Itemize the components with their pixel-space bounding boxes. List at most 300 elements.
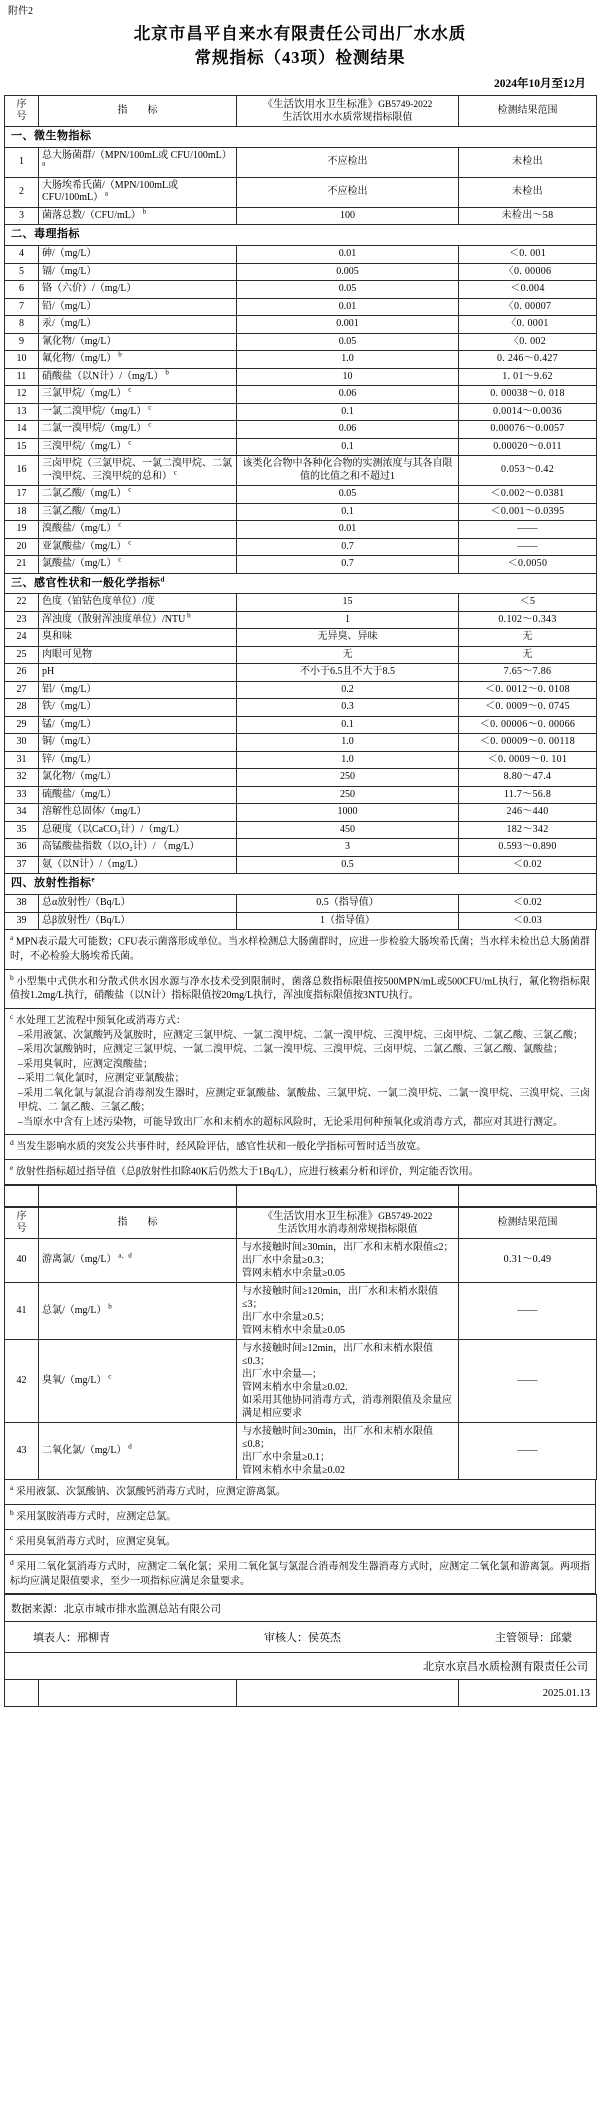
row-indicator-sup: d xyxy=(126,1442,132,1451)
row-indicator: 溴酸盐/（mg/L） $^c$ xyxy=(39,521,237,539)
row-limit: 0.1 xyxy=(237,716,459,734)
section-radiological xyxy=(5,874,597,895)
row-limit: 0.05 xyxy=(237,281,459,299)
row-indicator-sup: c xyxy=(126,485,132,494)
row-number: 23 xyxy=(5,611,39,629)
supervisor: 主管领导：邱蒙 xyxy=(495,1632,572,1645)
row-indicator: 二氯乙酸/（mg/L） $^c$ xyxy=(39,486,237,504)
row-indicator-sup: c xyxy=(116,555,122,564)
table2-header-row xyxy=(5,1207,597,1238)
row-number: 8 xyxy=(5,316,39,334)
row-limit xyxy=(237,1423,459,1480)
row-limit: 0.1 xyxy=(237,438,459,456)
row-indicator: 铅/（mg/L） xyxy=(39,298,237,316)
row-indicator: 总大肠菌群/（MPN/100mL或 CFU/100mL） $^a$ xyxy=(39,147,237,177)
footnote-marker: d xyxy=(10,1557,14,1567)
row-indicator: 浑浊度（散射浑浊度单位）/NTU $^b$ xyxy=(39,611,237,629)
row-number: 42 xyxy=(5,1340,39,1423)
row-result: —— xyxy=(459,1283,597,1340)
section-microbiological-label: 一、微生物指标 xyxy=(5,127,597,148)
row-result: ＜0.002～0.0381 xyxy=(459,486,597,504)
row-result: ＜0.001～0.0395 xyxy=(459,503,597,521)
row-limit-line: 与水接触时间≥30min，出厂水和末梢水限值≤2； xyxy=(242,1242,454,1254)
footnote-subline: –采用臭氧时，应测定溴酸盐； xyxy=(18,1058,153,1070)
row-indicator: 氯化物/（mg/L） xyxy=(39,769,237,787)
table-row xyxy=(5,333,597,351)
row-indicator: 臭和味 xyxy=(39,629,237,647)
row-limit-line: 管网末梢水中余量≥0.02 xyxy=(242,1465,345,1477)
row-indicator-sup: c xyxy=(126,385,132,394)
final-blank-3 xyxy=(237,1680,459,1707)
section-radiological-sup: e xyxy=(91,875,96,884)
row-indicator: 锰/（mg/L） xyxy=(39,716,237,734)
row-number: 12 xyxy=(5,386,39,404)
row-limit: 无 xyxy=(237,646,459,664)
row-limit-line: 与水接触时间≥120min，出厂水和末梢水限值≤3； xyxy=(242,1286,439,1311)
table-row xyxy=(5,699,597,717)
row-limit: 1000 xyxy=(237,804,459,822)
spacer-table xyxy=(4,1185,597,1207)
table-row xyxy=(5,421,597,439)
table-row xyxy=(5,263,597,281)
table-row xyxy=(5,147,597,177)
row-indicator: 三氯乙酸/（mg/L） xyxy=(39,503,237,521)
row-result: ＜0. 0009～0. 0745 xyxy=(459,699,597,717)
row-indicator-sup: c xyxy=(126,438,132,447)
row-indicator: 三氯甲烷/（mg/L） $^c$ xyxy=(39,386,237,404)
row-limit: 250 xyxy=(237,769,459,787)
row-result: ＜0. 00009～0. 00118 xyxy=(459,734,597,752)
row-indicator: 镉/（mg/L） xyxy=(39,263,237,281)
row-indicator-sup: b xyxy=(106,1302,112,1311)
table-row xyxy=(5,716,597,734)
issuing-company: 北京水京昌水质检测有限责任公司 xyxy=(5,1653,597,1680)
header-standard-name: 《生活饮用水卫生标准》 xyxy=(262,98,379,110)
row-limit-line: 如采用其他协同消毒方式，消毒剂限值及余量应满足相应要求 xyxy=(242,1395,452,1420)
footnote-a: $^a$ MPN表示最大可能数；CFU表示菌落形成单位。当水样检测总大肠菌群时，应进一步检验大肠埃希氏菌；当水样未检出总大肠菌群时，不必检验大肠埃希氏菌。 xyxy=(10,933,590,963)
row-number: 37 xyxy=(5,856,39,874)
row-result: 0.31～0.49 xyxy=(459,1239,597,1283)
row-number: 22 xyxy=(5,594,39,612)
table-row xyxy=(5,281,597,299)
table-row xyxy=(5,786,597,804)
row-limit-line: 出厂水中余量≥0.5； xyxy=(242,1312,330,1324)
header2-result: 检测结果范围 xyxy=(459,1207,597,1238)
row-indicator: 总氯/（mg/L） $^b$ xyxy=(39,1283,237,1340)
row-limit-line: 与水接触时间≥12min，出厂水和末梢水限值≤0.3； xyxy=(242,1343,434,1368)
table-row xyxy=(5,403,597,421)
footnote-subline: –采用二氧化氯与氯混合消毒剂发生器时，应测定亚氯酸盐、氯酸盐、三氯甲烷、一氯二溴甲烷、二氯一溴甲烷、三溴甲烷、三卤甲烷、二 氯乙酸、三氯乙酸； xyxy=(18,1087,590,1114)
row-number: 25 xyxy=(5,646,39,664)
header2-item: 指 标 xyxy=(39,1207,237,1238)
row-limit: 0.3 xyxy=(237,699,459,717)
row-indicator-sup: c xyxy=(126,538,132,547)
main-results-table xyxy=(4,95,597,930)
row-limit: 不小于6.5且不大于8.5 xyxy=(237,664,459,682)
row-result: ＜0. 00006～0. 00066 xyxy=(459,716,597,734)
row-indicator: 大肠埃希氏菌/（MPN/100mL或 CFU/100mL） $^a$ xyxy=(39,177,237,207)
row-result: 无 xyxy=(459,629,597,647)
row-number: 5 xyxy=(5,263,39,281)
row-result: ＜0. 0012～0. 0108 xyxy=(459,681,597,699)
row-limit xyxy=(237,1340,459,1423)
data-source-row xyxy=(5,1595,597,1622)
attachment-label: 附件2 xyxy=(8,5,33,17)
row-limit: 该类化合物中各种化合物的实测浓度与其各自限值的比值之和不超过1 xyxy=(237,456,459,486)
row-number: 4 xyxy=(5,246,39,264)
row-number: 14 xyxy=(5,421,39,439)
row-result: 0.0014～0.0036 xyxy=(459,403,597,421)
row-limit-line: 管网末梢水中余量≥0.05 xyxy=(242,1325,345,1337)
row-indicator: 总β放射性/（Bq/L） xyxy=(39,912,237,930)
header-no: 序 号 xyxy=(5,95,39,126)
row-number: 7 xyxy=(5,298,39,316)
row-indicator: 二氧化氯/（mg/L） $^d$ xyxy=(39,1423,237,1480)
row-indicator-sup: c xyxy=(116,520,122,529)
row-result: ＜0.03 xyxy=(459,912,597,930)
row-result: 182～342 xyxy=(459,821,597,839)
row-limit: 不应检出 xyxy=(237,177,459,207)
issue-date: 2025.01.13 xyxy=(459,1680,597,1707)
row-number: 43 xyxy=(5,1423,39,1480)
row-limit: 0.1 xyxy=(237,503,459,521)
row-indicator: 总硬度（以CaCO₃计）/（mg/L） xyxy=(39,821,237,839)
table-row xyxy=(5,681,597,699)
row-indicator: 硫酸盐/（mg/L） xyxy=(39,786,237,804)
row-number: 3 xyxy=(5,207,39,225)
row-number: 17 xyxy=(5,486,39,504)
footnote-subline: –采用次氯酸钠时，应测定三氯甲烷、一氯二溴甲烷、二氯一溴甲烷、三溴甲烷、三卤甲烷、二氯乙酸、三氯乙酸、氯酸盐； xyxy=(18,1044,563,1056)
spacer-cell-2 xyxy=(39,1185,237,1206)
footnote-marker: b xyxy=(10,972,14,982)
company-row xyxy=(5,1653,597,1680)
row-result: 0. 00038～0. 018 xyxy=(459,386,597,404)
row-number: 31 xyxy=(5,751,39,769)
table-row xyxy=(5,368,597,386)
row-number: 30 xyxy=(5,734,39,752)
row-number: 11 xyxy=(5,368,39,386)
row-result: ＜0.02 xyxy=(459,856,597,874)
row-limit-line: 管网末梢水中余量≥0.05 xyxy=(242,1268,345,1280)
row-indicator: 锌/（mg/L） xyxy=(39,751,237,769)
row-result: 〈0. 002 xyxy=(459,333,597,351)
table-row xyxy=(5,895,597,913)
reviewer: 审核人：侯英杰 xyxy=(264,1632,341,1645)
row-number: 20 xyxy=(5,538,39,556)
row-indicator: 铝/（mg/L） xyxy=(39,681,237,699)
row-result: 0.00020～0.011 xyxy=(459,438,597,456)
table-row xyxy=(5,177,597,207)
row-number: 32 xyxy=(5,769,39,787)
row-number: 28 xyxy=(5,699,39,717)
footnote-d: $^d$ 当发生影响水质的突发公共事件时，经风险评估，感官性状和一般化学指标可暂时适当放宽。 xyxy=(5,1134,595,1159)
header-limit xyxy=(237,95,459,126)
row-result: 未检出～58 xyxy=(459,207,597,225)
header2-limit-sub: 生活饮用水消毒剂常规指标限值 xyxy=(277,1223,418,1235)
row-indicator: 总α放射性/（Bq/L） xyxy=(39,895,237,913)
final-blank-2 xyxy=(39,1680,237,1707)
table-row xyxy=(5,538,597,556)
footnote-subline: –采用液氯、次氯酸钙及氯胺时，应测定三氯甲烷、一氯二溴甲烷、二氯一溴甲烷、三溴甲烷、三卤甲烷、二氯乙酸、三氯乙酸； xyxy=(18,1029,583,1041)
row-indicator: 臭氧/（mg/L） $^c$ xyxy=(39,1340,237,1423)
footnote-b: $^b$ 小型集中式供水和分散式供水因水源与净水技术受到限制时，菌落总数指标限值按500MPN/mL或500CFU/mL执行，氟化物指标限值按1.2mg/L执行，硝酸盐（以N计）指标限值按20mg/L执行，浑浊度指标限值按3NTU执行。 xyxy=(5,969,595,1008)
footnote-subline: --采用二氧化氯时，应测定亚氯酸盐； xyxy=(18,1073,185,1085)
row-number: 19 xyxy=(5,521,39,539)
row-indicator: 氰化物/（mg/L） xyxy=(39,333,237,351)
table-header-row xyxy=(5,95,597,126)
footnote-marker: c xyxy=(10,1532,14,1542)
row-limit: 1（指导值） xyxy=(237,912,459,930)
row-number: 36 xyxy=(5,839,39,857)
row-indicator: 色度（铂钴色度单位）/度 xyxy=(39,594,237,612)
table-row xyxy=(5,351,597,369)
table-row xyxy=(5,912,597,930)
row-number: 1 xyxy=(5,147,39,177)
row-indicator: 游离氯/（mg/L） $^{a、d}$ xyxy=(39,1239,237,1283)
row-limit: 1.0 xyxy=(237,734,459,752)
row-indicator-sup: a xyxy=(103,190,108,199)
row-result: ＜0.02 xyxy=(459,895,597,913)
row-indicator-sup: b xyxy=(140,207,147,216)
footnote2-b: $^b$ 采用氯胺消毒方式时，应测定总氯。 xyxy=(5,1504,595,1529)
section-sensory-chemical-label: 三、感官性状和一般化学指标$^d$ xyxy=(5,573,597,594)
row-number: 26 xyxy=(5,664,39,682)
signatories-cell xyxy=(5,1622,597,1653)
row-number: 21 xyxy=(5,556,39,574)
section-microbiological xyxy=(5,127,597,148)
row-limit xyxy=(237,1283,459,1340)
footnote-marker: b xyxy=(10,1508,14,1518)
row-indicator: 菌落总数/（CFU/mL） $^b$ xyxy=(39,207,237,225)
header-item: 指 标 xyxy=(39,95,237,126)
attachment-row xyxy=(4,0,596,18)
row-limit-line: 与水接触时间≥30min，出厂水和末梢水限值≤0.8； xyxy=(242,1426,434,1451)
row-indicator: 铜/（mg/L） xyxy=(39,734,237,752)
table-row xyxy=(5,521,597,539)
footnote-c: $^c$ 水处理工艺流程中预氧化或消毒方式： –采用液氯、次氯酸钙及氯胺时，应测定三氯甲烷、一氯二溴甲烷、二氯一溴甲烷、三溴甲烷、三卤甲烷、二氯乙酸、三氯乙酸； –采用次氯酸钠时，应测定三氯甲烷、一氯二溴甲烷、二氯一溴甲烷、三溴甲烷、三卤甲烷、二氯乙酸、三氯乙酸、氯酸盐； –采用臭氧时，应测定溴酸盐； --采用二氧化氯时，应测定亚氯酸盐； –采用二氧化氯与氯混合消毒剂发生器时，应测定亚氯酸盐、氯酸盐、三氯甲烷、一氯二溴甲烷、二氯一溴甲烷、三溴甲烷、三卤甲烷、二 氯乙酸、三氯乙酸； –当原水中含有上述污染物，可能导致出厂水和末梢水的超标风险时，无论采用何种预氧化或消毒方式，都应对其进行测定。 xyxy=(5,1008,595,1134)
row-result: —— xyxy=(459,1423,597,1480)
row-limit-line: 管网末梢水中余量≥0.02. xyxy=(242,1382,348,1394)
footnote-e: $^e$ 放射性指标超过指导值（总β放射性扣除40K后仍然大于1Bq/L），应进行核素分析和评价，判定能否饮用。 xyxy=(5,1159,595,1184)
row-indicator: 铬（六价）/（mg/L） xyxy=(39,281,237,299)
table-row xyxy=(5,386,597,404)
footnotes-block-2 xyxy=(4,1480,596,1594)
row-limit: 0.7 xyxy=(237,538,459,556)
row-indicator: 三卤甲烷（三氯甲烷、一氯二溴甲烷、二氯一溴甲烷、三溴甲烷的总和） $^c$ xyxy=(39,456,237,486)
row-limit: 100 xyxy=(237,207,459,225)
signatories-row xyxy=(5,1622,597,1653)
footnote-marker: a xyxy=(10,933,14,943)
table-row xyxy=(5,664,597,682)
header-result: 检测结果范围 xyxy=(459,95,597,126)
row-limit: 10 xyxy=(237,368,459,386)
table-row xyxy=(5,556,597,574)
row-indicator-sup: c xyxy=(106,1372,112,1381)
header2-no: 序 号 xyxy=(5,1207,39,1238)
row-result: 1. 01～9.62 xyxy=(459,368,597,386)
section-sensory-chemical xyxy=(5,573,597,594)
row-limit: 0.01 xyxy=(237,521,459,539)
section-toxicological-label: 二、毒理指标 xyxy=(5,225,597,246)
row-number: 41 xyxy=(5,1283,39,1340)
spacer-cell-4 xyxy=(459,1185,597,1206)
row-limit: 0.01 xyxy=(237,246,459,264)
row-indicator: 氯酸盐/（mg/L） $^c$ xyxy=(39,556,237,574)
disinfectant-results-table xyxy=(4,1207,597,1480)
spacer-cell-1 xyxy=(5,1185,39,1206)
row-indicator-sup: c xyxy=(172,468,177,477)
row-result: 未检出 xyxy=(459,147,597,177)
row-limit-line: 出厂水中余量≥0.1； xyxy=(242,1452,330,1464)
row-result: —— xyxy=(459,1340,597,1423)
row-limit: 0.001 xyxy=(237,316,459,334)
row-indicator: 硝酸盐（以N计）/（mg/L） $^b$ xyxy=(39,368,237,386)
final-blank-1 xyxy=(5,1680,39,1707)
row-limit: 3 xyxy=(237,839,459,857)
row-limit: 0.7 xyxy=(237,556,459,574)
final-date-row xyxy=(5,1680,597,1707)
spacer-cell-3 xyxy=(237,1185,459,1206)
row-indicator-sup: b xyxy=(116,350,122,359)
row-limit: 0.05 xyxy=(237,333,459,351)
row-result: ＜5 xyxy=(459,594,597,612)
row-result: 0.053～0.42 xyxy=(459,456,597,486)
row-indicator: 铁/（mg/L） xyxy=(39,699,237,717)
row-limit: 无异臭、异味 xyxy=(237,629,459,647)
table-row xyxy=(5,734,597,752)
spacer-row xyxy=(5,1185,597,1206)
report-title xyxy=(4,18,596,72)
row-limit xyxy=(237,1239,459,1283)
table-row xyxy=(5,316,597,334)
table-row xyxy=(5,207,597,225)
table-row xyxy=(5,804,597,822)
header-standard-code: GB5749-2022 xyxy=(378,99,433,110)
row-indicator-sup: a xyxy=(42,160,46,169)
table-row xyxy=(5,839,597,857)
table-row xyxy=(5,594,597,612)
row-result: 0.593～0.890 xyxy=(459,839,597,857)
row-number: 40 xyxy=(5,1239,39,1283)
data-source: 数据来源：北京市城市排水监测总站有限公司 xyxy=(5,1595,597,1622)
row-limit: 0.2 xyxy=(237,681,459,699)
row-result: 〈0. 00007 xyxy=(459,298,597,316)
row-number: 35 xyxy=(5,821,39,839)
row-number: 27 xyxy=(5,681,39,699)
row-indicator: pH xyxy=(39,664,237,682)
row-result: ＜0. 001 xyxy=(459,246,597,264)
signature-table xyxy=(4,1594,597,1707)
row-number: 39 xyxy=(5,912,39,930)
row-number: 24 xyxy=(5,629,39,647)
table-row xyxy=(5,298,597,316)
header2-limit xyxy=(237,1207,459,1238)
row-limit: 0.05 xyxy=(237,486,459,504)
footnote-marker: e xyxy=(10,1163,14,1173)
row-limit: 0.06 xyxy=(237,386,459,404)
section-toxicological xyxy=(5,225,597,246)
table-row xyxy=(5,246,597,264)
table-row xyxy=(5,456,597,486)
title-line-1: 北京市昌平自来水有限责任公司出厂水水质 xyxy=(133,24,467,43)
row-indicator: 肉眼可见物 xyxy=(39,646,237,664)
row-indicator-sup: b xyxy=(163,368,169,377)
header2-standard-name: 《生活饮用水卫生标准》 xyxy=(262,1210,379,1222)
row-number: 16 xyxy=(5,456,39,486)
row-number: 9 xyxy=(5,333,39,351)
header2-standard-code: GB5749-2022 xyxy=(378,1211,433,1222)
table-row xyxy=(5,1283,597,1340)
table-row xyxy=(5,769,597,787)
row-number: 13 xyxy=(5,403,39,421)
footnote2-d: $^d$ 采用二氧化氯消毒方式时，应测定二氧化氯；采用二氧化氯与氯混合消毒剂发生器消毒方式时，应测定二氧化氯和游离氯。两项指标均应满足限值要求，至少一项指标应满足余量要求。 xyxy=(5,1554,595,1593)
table-row xyxy=(5,646,597,664)
row-limit: 0.005 xyxy=(237,263,459,281)
row-result: ＜0.004 xyxy=(459,281,597,299)
row-result: 0.00076～0.0057 xyxy=(459,421,597,439)
row-limit: 450 xyxy=(237,821,459,839)
table-row xyxy=(5,1340,597,1423)
row-limit: 0.5 xyxy=(237,856,459,874)
row-result: 〈0. 0001 xyxy=(459,316,597,334)
row-number: 29 xyxy=(5,716,39,734)
table-row xyxy=(5,611,597,629)
row-limit: 1.0 xyxy=(237,351,459,369)
footnote-marker: c xyxy=(10,1011,14,1021)
row-number: 18 xyxy=(5,503,39,521)
row-limit: 1.0 xyxy=(237,751,459,769)
footnotes-block-1 xyxy=(4,930,596,1185)
row-result: 11.7～56.8 xyxy=(459,786,597,804)
row-result: 〈0. 00006 xyxy=(459,263,597,281)
row-indicator: 氨（以N计）/（mg/L） xyxy=(39,856,237,874)
row-indicator: 高锰酸盐指数（以O₂计）/ （mg/L） xyxy=(39,839,237,857)
footnote2-c: $^c$ 采用臭氧消毒方式时，应测定臭氧。 xyxy=(5,1529,595,1554)
row-indicator: 汞/（mg/L） xyxy=(39,316,237,334)
row-indicator: 三溴甲烷/（mg/L） $^c$ xyxy=(39,438,237,456)
footnote-marker: d xyxy=(10,1138,14,1148)
row-result: —— xyxy=(459,521,597,539)
section-radiological-label: 四、放射性指标$^e$ xyxy=(5,874,597,895)
row-limit: 0.06 xyxy=(237,421,459,439)
row-limit: 15 xyxy=(237,594,459,612)
row-number: 38 xyxy=(5,895,39,913)
row-indicator-sup: c xyxy=(146,420,152,429)
row-number: 10 xyxy=(5,351,39,369)
row-result: ＜0.0050 xyxy=(459,556,597,574)
row-indicator: 溶解性总固体/（mg/L） xyxy=(39,804,237,822)
row-result: 0. 246～0.427 xyxy=(459,351,597,369)
table-row xyxy=(5,486,597,504)
row-number: 6 xyxy=(5,281,39,299)
table-row xyxy=(5,1423,597,1480)
table-row xyxy=(5,1239,597,1283)
row-indicator: 砷/（mg/L） xyxy=(39,246,237,264)
row-number: 2 xyxy=(5,177,39,207)
row-result: 0.102～0.343 xyxy=(459,611,597,629)
row-result: —— xyxy=(459,538,597,556)
row-number: 33 xyxy=(5,786,39,804)
row-result: 无 xyxy=(459,646,597,664)
table-row xyxy=(5,751,597,769)
row-result: 246～440 xyxy=(459,804,597,822)
footnote-marker: a xyxy=(10,1483,14,1493)
report-period: 2024年10月至12月 xyxy=(494,77,586,90)
row-number: 15 xyxy=(5,438,39,456)
row-indicator: 亚氯酸盐/（mg/L） $^c$ xyxy=(39,538,237,556)
table-row xyxy=(5,503,597,521)
table-row xyxy=(5,629,597,647)
